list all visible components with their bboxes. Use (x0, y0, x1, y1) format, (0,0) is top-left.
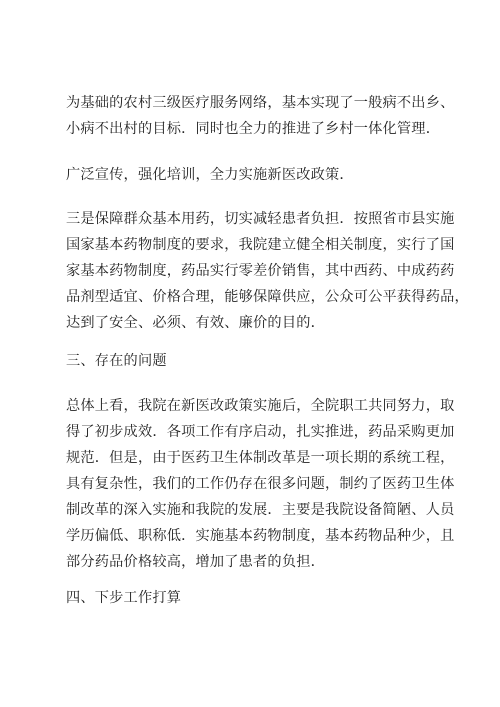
text-line: 得了初步成效．各项工作有序启动，扎实推进，药品采购更加 (66, 424, 455, 440)
text-line: 制改革的深入实施和我院的发展．主要是我院设备简陋、人员 (66, 502, 455, 518)
text-line: 三是保障群众基本用药，切实减轻患者负担．按照省市县实施 (66, 211, 455, 227)
section-heading-next-steps (66, 585, 446, 611)
heading-line: 三、存在的问题 (66, 353, 167, 369)
text-line: 小病不出村的目标．同时也全力的推进了乡村一体化管理． (66, 121, 441, 137)
text-line: 具有复杂性，我们的工作仍存在很多问题，制约了医药卫生体 (66, 476, 455, 492)
text-line: 国家基本药物制度的要求，我院建立健全相关制度，实行了国 (66, 237, 455, 253)
paragraph-publicity-training (66, 162, 446, 188)
heading-line: 四、下步工作打算 (66, 590, 182, 606)
text-line: 为基础的农村三级医疗服务网络，基本实现了一般病不出乡、 (66, 95, 455, 111)
text-line: 学历偏低、职称低．实施基本药物制度，基本药物品种少，且 (66, 528, 455, 544)
section-heading-existing-problems (66, 348, 446, 374)
paragraph-overall-assessment (66, 393, 455, 575)
text-line: 规范．但是，由于医药卫生体制改革是一项长期的系统工程， (66, 450, 455, 466)
text-line: 总体上看，我院在新医改政策实施后，全院职工共同努力，取 (66, 398, 455, 414)
text-line: 品剂型适宜、价格合理，能够保障供应，公众可公平获得药品， (66, 289, 469, 305)
text-line: 部分药品价格较高，增加了患者的负担． (66, 554, 325, 570)
paragraph-rural-medical-network (66, 90, 455, 142)
text-line: 广泛宣传，强化培训，全力实施新医改政策． (66, 167, 354, 183)
text-line: 家基本药物制度，药品实行零差价销售，其中西药、中成药药 (66, 263, 455, 279)
text-line: 达到了安全、必须、有效、廉价的目的． (66, 315, 325, 331)
paragraph-essential-drugs (66, 206, 469, 336)
